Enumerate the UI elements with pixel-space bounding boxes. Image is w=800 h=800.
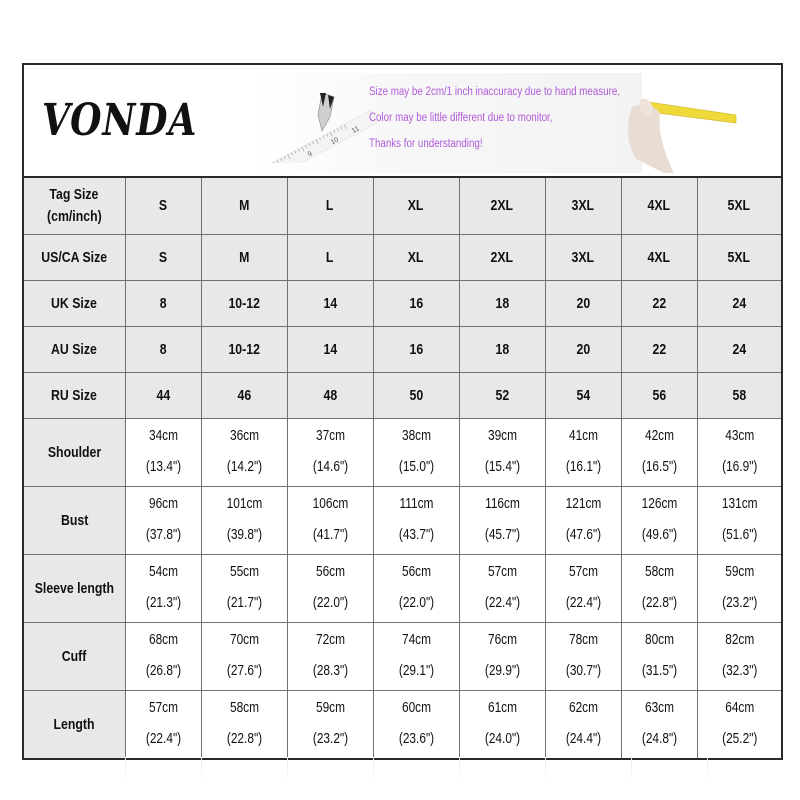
cell: 56 — [621, 372, 697, 418]
cell: 48 — [287, 372, 373, 418]
cell: 4XL — [621, 234, 697, 280]
cell: 96cm (37.8") — [125, 486, 201, 554]
row-label: Length — [24, 690, 125, 758]
svg-text:11: 11 — [350, 125, 361, 135]
cell: 20 — [545, 326, 621, 372]
cell: 64cm (25.2") — [697, 690, 781, 758]
cell: M — [201, 234, 287, 280]
cell: 68cm (26.8") — [125, 622, 201, 690]
reflection-line — [459, 757, 460, 781]
cell: M — [201, 178, 287, 234]
header-banner — [24, 65, 781, 178]
cell: 101cm (39.8") — [201, 486, 287, 554]
reflection-line — [201, 757, 202, 781]
cell: 18 — [459, 280, 545, 326]
cell: 16 — [373, 326, 459, 372]
cell: 8 — [125, 280, 201, 326]
reflection-line — [287, 757, 288, 781]
cell: 72cm (28.3") — [287, 622, 373, 690]
cell: 70cm (27.6") — [201, 622, 287, 690]
au-size-row — [24, 326, 781, 372]
length-row — [24, 690, 781, 758]
bust-row — [24, 486, 781, 554]
cell: 10-12 — [201, 326, 287, 372]
cell: 5XL — [697, 178, 781, 234]
cell: 116cm (45.7") — [459, 486, 545, 554]
reflection-line — [125, 757, 126, 781]
cell: 22 — [621, 326, 697, 372]
cell: 37cm (14.6") — [287, 418, 373, 486]
cell: 57cm (22.4") — [125, 690, 201, 758]
reflection-line — [707, 757, 708, 781]
cell: 55cm (21.7") — [201, 554, 287, 622]
cell: 24 — [697, 326, 781, 372]
row-label: UK Size — [24, 280, 125, 326]
cell: 60cm (23.6") — [373, 690, 459, 758]
ru-size-row — [24, 372, 781, 418]
cell: 38cm (15.0") — [373, 418, 459, 486]
note-size-accuracy: Size may be 2cm/1 inch inaccuracy due to hand measure, — [369, 86, 621, 98]
cell: 106cm (41.7") — [287, 486, 373, 554]
cell: L — [287, 234, 373, 280]
cell: 82cm (32.3") — [697, 622, 781, 690]
sleeve-length-row — [24, 554, 781, 622]
pencil-ruler-icon — [260, 93, 380, 163]
cell: 3XL — [545, 178, 621, 234]
cell: 131cm (51.6") — [697, 486, 781, 554]
cell: 2XL — [459, 178, 545, 234]
us-ca-size-row — [24, 234, 781, 280]
cell: 74cm (29.1") — [373, 622, 459, 690]
cell: 50 — [373, 372, 459, 418]
row-label: RU Size — [24, 372, 125, 418]
row-label: Sleeve length — [24, 554, 125, 622]
cell: XL — [373, 178, 459, 234]
cell: S — [125, 234, 201, 280]
cell: 10-12 — [201, 280, 287, 326]
cell: 43cm (16.9") — [697, 418, 781, 486]
cell: 76cm (29.9") — [459, 622, 545, 690]
cell: 62cm (24.4") — [545, 690, 621, 758]
cell: 18 — [459, 326, 545, 372]
cell: 4XL — [621, 178, 697, 234]
cell: 121cm (47.6") — [545, 486, 621, 554]
cuff-row — [24, 622, 781, 690]
cell: S — [125, 178, 201, 234]
reflection-line — [545, 757, 546, 781]
size-chart — [22, 63, 783, 760]
cell: 78cm (30.7") — [545, 622, 621, 690]
cell: 20 — [545, 280, 621, 326]
cell: 22 — [621, 280, 697, 326]
cell: 24 — [697, 280, 781, 326]
cell: 36cm (14.2") — [201, 418, 287, 486]
note-thanks: Thanks for understanding! — [369, 138, 483, 150]
cell: 52 — [459, 372, 545, 418]
cell: 126cm (49.6") — [621, 486, 697, 554]
cell: 54 — [545, 372, 621, 418]
cell: 14 — [287, 280, 373, 326]
note-color-difference: Color may be little different due to monitor, — [369, 112, 553, 124]
cell: 3XL — [545, 234, 621, 280]
row-label: Shoulder — [24, 418, 125, 486]
shoulder-row — [24, 418, 781, 486]
cell: 58 — [697, 372, 781, 418]
tag-size-row — [24, 178, 781, 234]
cell: 54cm (21.3") — [125, 554, 201, 622]
cell: 58cm (22.8") — [621, 554, 697, 622]
cell: 5XL — [697, 234, 781, 280]
row-label: Tag Size (cm/inch) — [24, 178, 125, 234]
uk-size-row — [24, 280, 781, 326]
cell: 57cm (22.4") — [459, 554, 545, 622]
reflection-line — [373, 757, 374, 781]
cell: 39cm (15.4") — [459, 418, 545, 486]
row-label: AU Size — [24, 326, 125, 372]
row-label: Bust — [24, 486, 125, 554]
cell: 8 — [125, 326, 201, 372]
cell: 58cm (22.8") — [201, 690, 287, 758]
cell: 61cm (24.0") — [459, 690, 545, 758]
brand-logo: VONDA — [42, 95, 198, 146]
cell: 44 — [125, 372, 201, 418]
cell: 16 — [373, 280, 459, 326]
row-label: Cuff — [24, 622, 125, 690]
cell: 42cm (16.5") — [621, 418, 697, 486]
cell: 2XL — [459, 234, 545, 280]
cell: 80cm (31.5") — [621, 622, 697, 690]
cell: 111cm (43.7") — [373, 486, 459, 554]
cell: 56cm (22.0") — [373, 554, 459, 622]
row-label: US/CA Size — [24, 234, 125, 280]
cell: 59cm (23.2") — [287, 690, 373, 758]
cell: 41cm (16.1") — [545, 418, 621, 486]
cell: XL — [373, 234, 459, 280]
svg-text:9: 9 — [306, 150, 314, 159]
cell: L — [287, 178, 373, 234]
cell: 57cm (22.4") — [545, 554, 621, 622]
cell: 59cm (23.2") — [697, 554, 781, 622]
cell: 63cm (24.8") — [621, 690, 697, 758]
reflection-line — [631, 757, 632, 781]
cell: 56cm (22.0") — [287, 554, 373, 622]
hand-measuring-tape-icon — [614, 79, 744, 174]
cell: 46 — [201, 372, 287, 418]
cell: 34cm (13.4") — [125, 418, 201, 486]
size-table — [24, 178, 781, 758]
cell: 14 — [287, 326, 373, 372]
svg-text:10: 10 — [329, 136, 340, 147]
